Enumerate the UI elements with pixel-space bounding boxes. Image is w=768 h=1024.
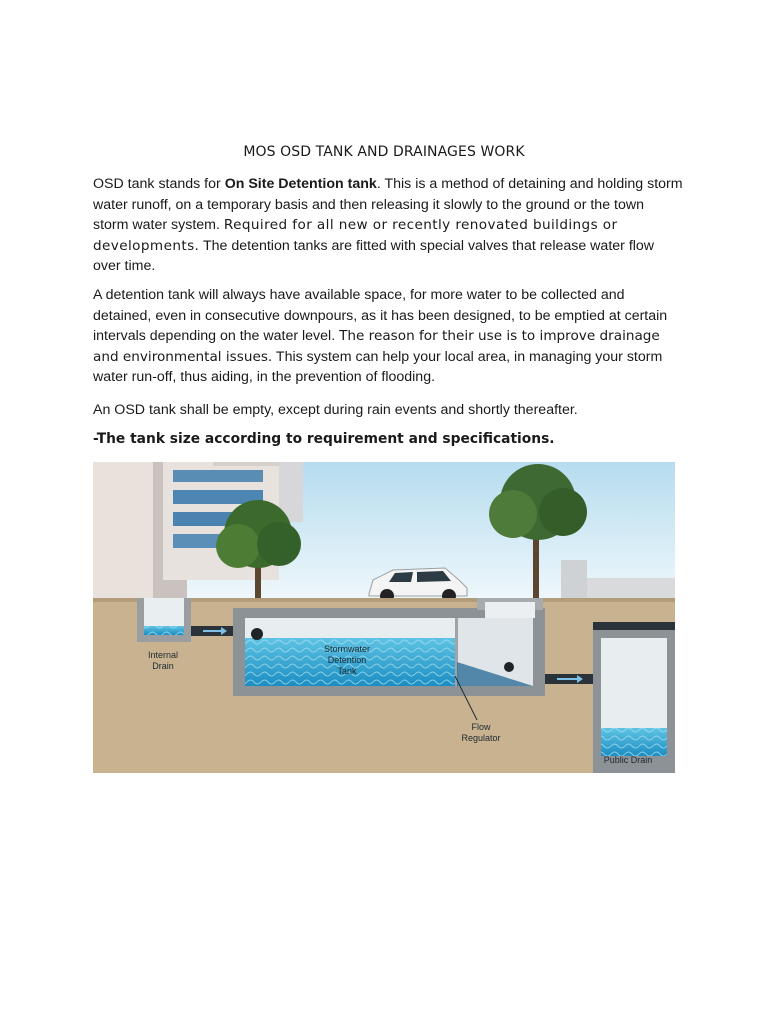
internal-drain-pit — [137, 598, 191, 642]
p1-alt-text: Required for all new or recently renovated buildings or developments. — [93, 217, 618, 254]
internal-drain-label-2: Drain — [152, 661, 174, 671]
p2-part2: This system can help your local area, in managing your storm water run-off, thus aiding, in the prevention of flooding. — [93, 348, 663, 386]
paragraph-detention-space — [93, 285, 683, 388]
tank-label-2: Detention — [327, 655, 367, 665]
public-drain — [593, 622, 675, 773]
p1-part2: The detention tanks are fitted with special valves that release water flow over time. — [93, 237, 655, 275]
p1-bold-term: On Site Detention tank — [224, 176, 377, 192]
detention-tank — [233, 598, 545, 696]
page-title: MOS OSD TANK AND DRAINAGES WORK — [243, 144, 525, 160]
flow-regulator-label-1: Flow — [471, 722, 491, 732]
section-heading: -The tank size according to requirement and specifications. — [93, 431, 555, 447]
paragraph-empty-tank: An OSD tank shall be empty, except during rain events and shortly thereafter. — [93, 402, 578, 418]
tank-label-1: Stormwater — [323, 644, 371, 654]
flow-regulator-label-2: Regulator — [461, 733, 501, 743]
paragraph-osd-definition — [93, 174, 683, 277]
public-drain-label: Public Drain — [603, 755, 653, 765]
tank-label-3: Tank — [337, 666, 357, 676]
p1-lead: OSD tank stands for — [93, 176, 225, 192]
internal-drain-label-1: Internal — [147, 650, 179, 660]
p2-part1: A detention tank will always have available space, for more water to be collected and detained, even in consecutive downpours, as it has been designed, to be emptied at certain intervals depending on the water level. — [93, 287, 668, 345]
p2-alt-text: The reason for their use is to improve drainage and environmental issues. — [93, 328, 660, 365]
p1-part1: . This is a method of detaining and holding storm water runoff, on a temporary basis and then releasing it slowly to the ground or the town storm water system. — [93, 176, 683, 234]
osd-tank-diagram — [93, 462, 675, 773]
